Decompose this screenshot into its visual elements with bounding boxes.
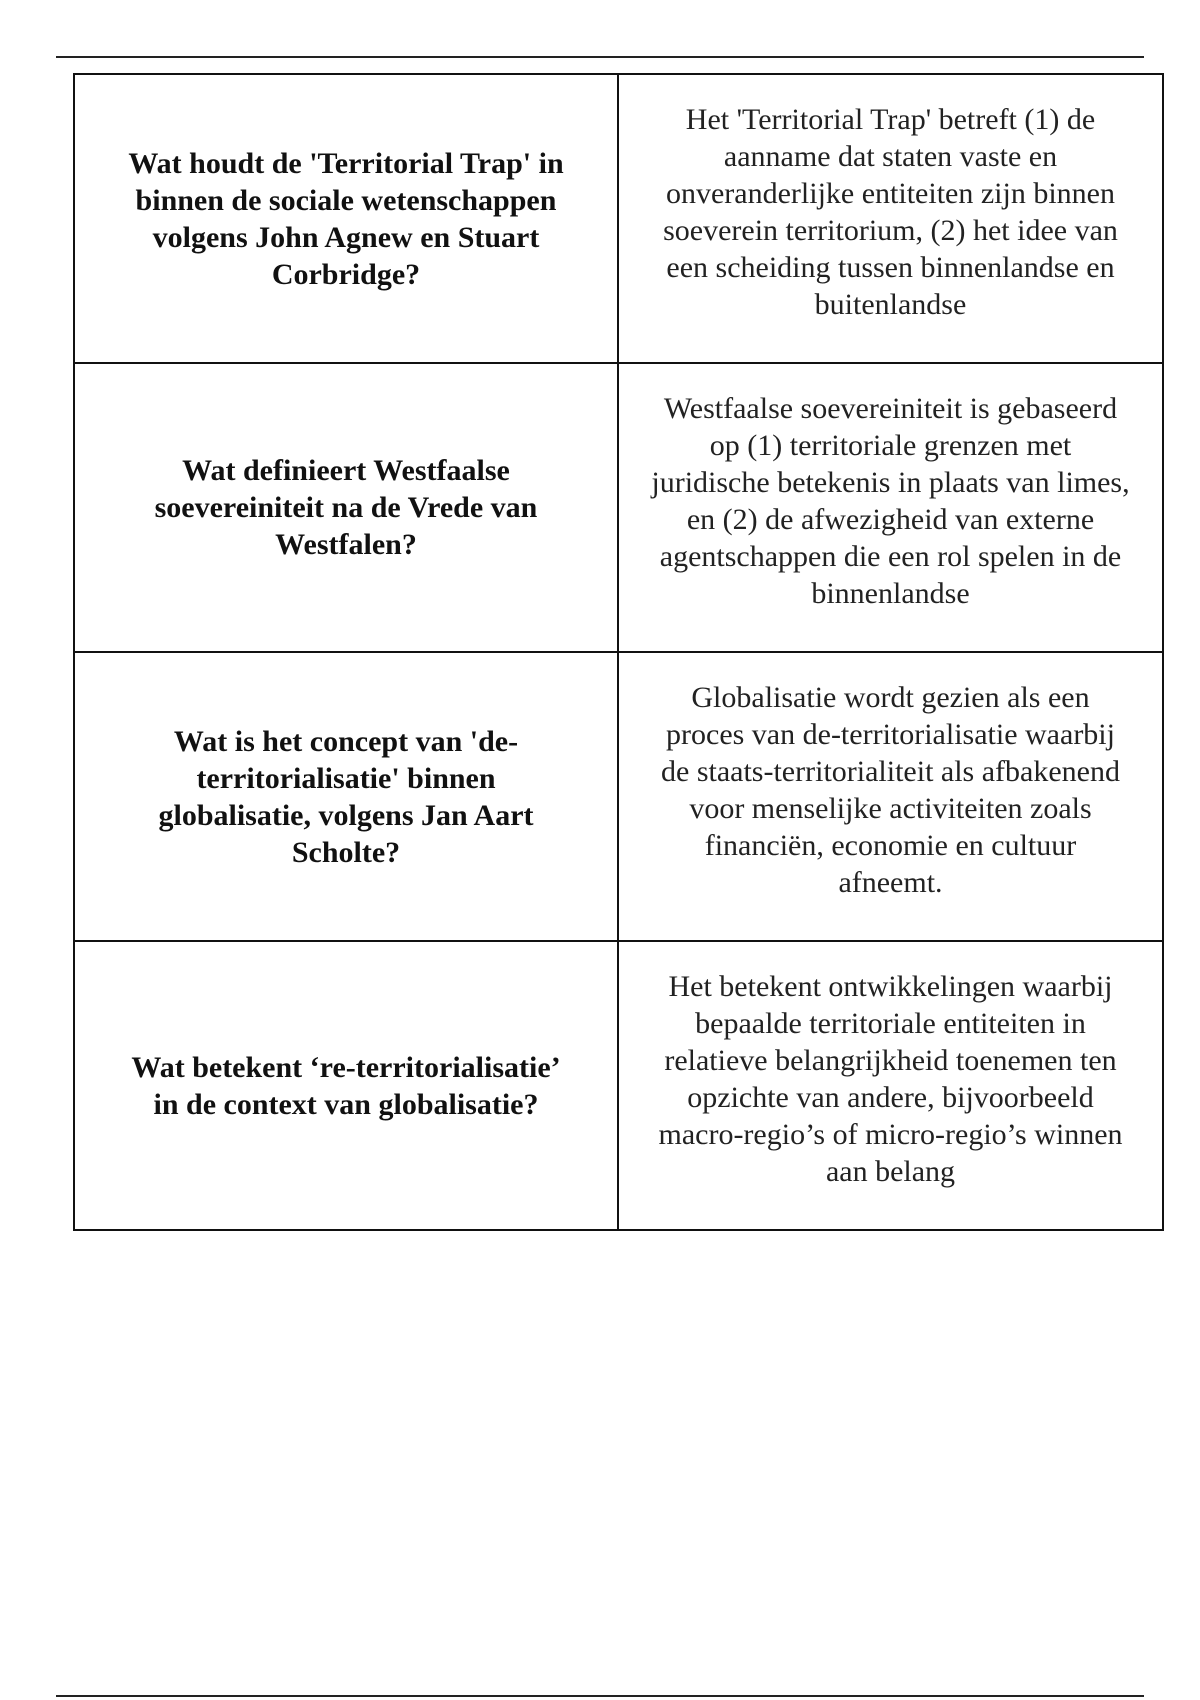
flashcard-row bbox=[74, 74, 1163, 363]
answer-text: Westfaalse soevereiniteit is gebaseerd op (1) territoriale grenzen met juridische betekenis in plaats van limes, en (2) de afwezigheid van externe agentschappen die een rol spelen in de binnenlandse bbox=[651, 392, 1130, 610]
answer-cell bbox=[618, 941, 1163, 1230]
question-cell bbox=[74, 363, 618, 652]
answer-text: Het 'Territorial Trap' betreft (1) de aanname dat staten vaste en onveranderlijke entiteiten zijn binnen soeverein territorium, (2) het idee van een scheiding tussen binnenlandse en buitenlandse bbox=[663, 103, 1118, 321]
question-cell bbox=[74, 652, 618, 941]
question-text: Wat betekent ‘re-territorialisatie’ in de context van globalisatie? bbox=[131, 1050, 561, 1121]
flashcard-row bbox=[74, 363, 1163, 652]
flashcard-row bbox=[74, 941, 1163, 1230]
footer-rule bbox=[56, 1695, 1144, 1697]
flashcard-table bbox=[73, 73, 1164, 1231]
header-rule bbox=[56, 56, 1144, 58]
answer-cell bbox=[618, 74, 1163, 363]
answer-cell bbox=[618, 652, 1163, 941]
question-text: Wat is het concept van 'de-territorialisatie' binnen globalisatie, volgens Jan Aart Scholte? bbox=[158, 724, 534, 869]
question-cell bbox=[74, 941, 618, 1230]
answer-cell bbox=[618, 363, 1163, 652]
answer-text: Het betekent ontwikkelingen waarbij bepaalde territoriale entiteiten in relatieve belangrijkheid toenemen ten opzichte van andere, bijvoorbeeld macro-regio’s of micro-regio’s winnen aan belang bbox=[658, 970, 1123, 1188]
question-cell bbox=[74, 74, 618, 363]
flashcard-row bbox=[74, 652, 1163, 941]
answer-text: Globalisatie wordt gezien als een proces van de-territorialisatie waarbij de staats-territorialiteit als afbakenend voor menselijke activiteiten zoals financiën, economie en cultuur afneemt. bbox=[661, 681, 1120, 899]
question-text: Wat definieert Westfaalse soevereiniteit na de Vrede van Westfalen? bbox=[154, 454, 538, 561]
question-text: Wat houdt de 'Territorial Trap' in binnen de sociale wetenschappen volgens John Agnew en Stuart Corbridge? bbox=[128, 146, 564, 291]
